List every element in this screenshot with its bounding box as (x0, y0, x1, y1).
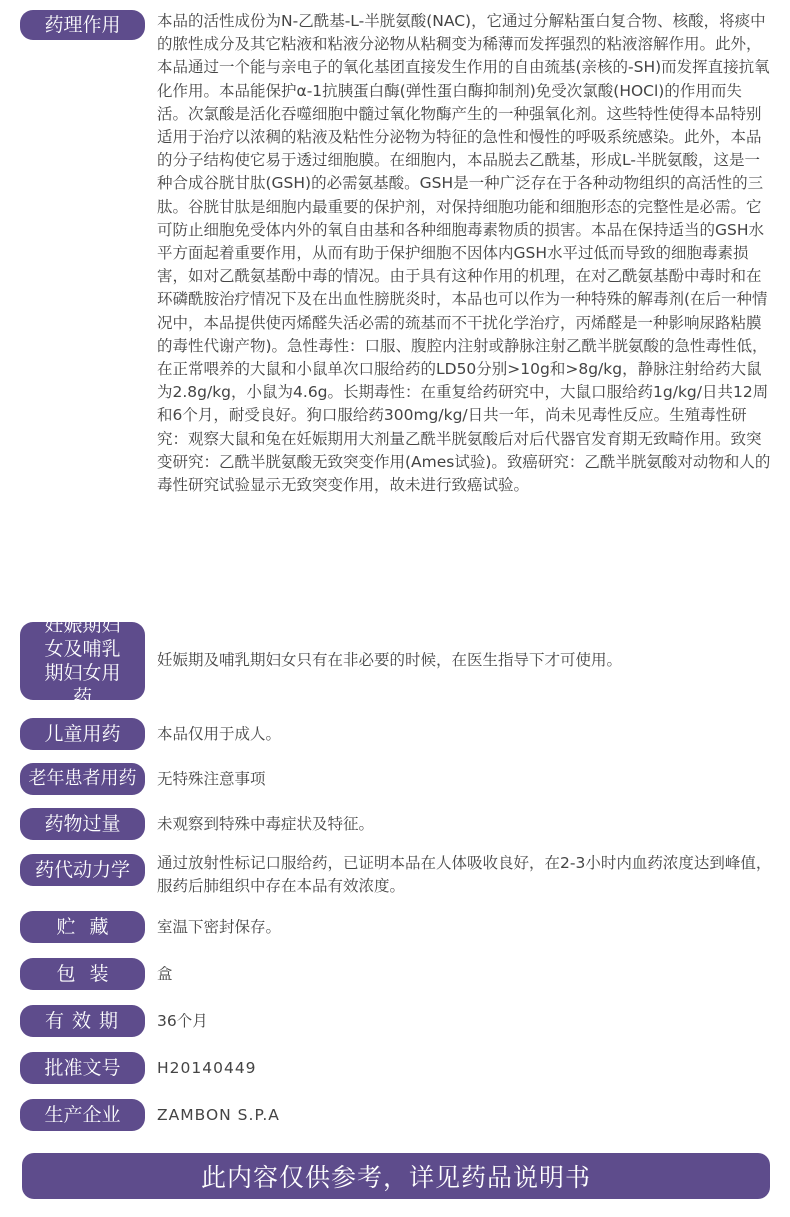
label-pregnancy-text: 妊娠期妇女及哺乳期妇女用药 (44, 614, 121, 708)
label-overdose (20, 808, 145, 840)
text-pharmacology: 本品的活性成份为N-乙酰基-L-半胱氨酸(NAC)，它通过分解粘蛋白复合物、核酸，将痰中的脓性成分及其它粘液和粘液分泌物从粘稠变为稀薄而发挥强烈的粘液溶解作用。此外，本品通过一个能与亲电子的氧化基团直接发生作用的自由巯基(亲核的-SH)而发挥直接抗氧化作用。本品能保护α-1抗胰蛋白酶(弹性蛋白酶抑制剂)免受次氯酸(HOCl)的作用而失活。次氯酸是活化吞噬细胞中髓过氧化物酶产生的一种强氧化剂。这些特性使得本品特别适用于治疗以浓稠的粘液及粘性分泌物为特征的急性和慢性的呼吸系统感染。此外，本品的分子结构使它易于透过细胞膜。在细胞内，本品脱去乙酰基，形成L-半胱氨酸，这是一种合成谷胱甘肽(GSH)的必需氨基酸。GSH是一种广泛存在于各种动物组织的高活性的三肽。谷胱甘肽是细胞内最重要的保护剂，对保持细胞功能和细胞形态的完整性是必需。它可防止细胞免受体内外的氧自由基和各种细胞毒素物质的损害。本品在保持适当的GSH水平方面起着重要作用，从而有助于保护细胞不因体内GSH水平过低而导致的细胞毒素损害，如对乙酰氨基酚中毒的情况。由于具有这种作用的机理，在对乙酰氨基酚中毒时和在环磷酰胺治疗情况下及在出血性膀胱炎时，本品也可以作为一种特殊的解毒剂(在后一种情况中，本品提供使丙烯醛失活必需的巯基而不干扰化学治疗，丙烯醛是一种影响尿路粘膜的毒性代谢产物)。急性毒性：口服、腹腔内注射或静脉注射乙酰半胱氨酸的急性毒性低，在正常喂养的大鼠和小鼠单次口服给药的LD50分别>10g和>8g/kg，静脉注射给药大鼠为2.8g/kg，小鼠为4.6g。长期毒性：在重复给药研究中，大鼠口服给药1g/kg/日共12周和6个月，耐受良好。狗口服给药300mg/kg/日共一年，尚未见毒性反应。生殖毒性研究：观察大鼠和兔在妊娠期用大剂量乙酰半胱氨酸后对后代器官发育期无致畸作用。致突变研究：乙酰半胱氨酸无致突变作用(Ames试验)。致癌研究：乙酰半胱氨酸对动物和人的毒性研究试验显示无致突变作用，故未进行致癌试验。 (157, 12, 771, 495)
label-approval-text: 批准文号 (44, 1057, 121, 1079)
label-pharmacokinetics (20, 854, 145, 886)
label-package (20, 958, 145, 990)
text-pharmacokinetics: 通过放射性标记口服给药，已证明本品在人体吸收良好，在2-3小时内血药浓度达到峰值，服药后肺组织中存在本品有效浓度。 (157, 854, 772, 896)
text-approval: H20140449 (157, 1059, 257, 1077)
label-storage-text: 贮藏 (56, 916, 123, 938)
text-storage: 室温下密封保存。 (157, 918, 282, 936)
disclaimer-banner (22, 1153, 770, 1199)
label-children (20, 718, 145, 750)
label-pharmacokinetics-text: 药代动力学 (34, 859, 130, 881)
label-validity-text: 有效期 (44, 1010, 126, 1032)
label-pharmacology (20, 10, 145, 40)
text-manufacturer: ZAMBON S.P.A (157, 1106, 280, 1124)
text-children: 本品仅用于成人。 (157, 725, 282, 743)
label-approval (20, 1052, 145, 1084)
label-overdose-text: 药物过量 (44, 813, 121, 835)
label-storage (20, 911, 145, 943)
text-package: 盒 (157, 965, 173, 983)
text-elderly: 无特殊注意事项 (157, 770, 266, 788)
label-pregnancy (20, 614, 145, 708)
text-validity: 36个月 (157, 1012, 208, 1030)
label-manufacturer-text: 生产企业 (44, 1104, 121, 1126)
label-validity (20, 1005, 145, 1037)
label-elderly (20, 763, 145, 795)
label-children-text: 儿童用药 (44, 723, 121, 745)
label-package-text: 包装 (56, 963, 123, 985)
disclaimer-text: 此内容仅供参考，详见药品说明书 (200, 1163, 591, 1192)
label-manufacturer (20, 1099, 145, 1131)
text-overdose: 未观察到特殊中毒症状及特征。 (157, 815, 375, 833)
label-elderly-text: 老年患者用药 (28, 768, 137, 789)
label-pharmacology-text: 药理作用 (44, 14, 121, 36)
text-pregnancy: 妊娠期及哺乳期妇女只有在非必要的时候，在医生指导下才可使用。 (157, 651, 623, 669)
